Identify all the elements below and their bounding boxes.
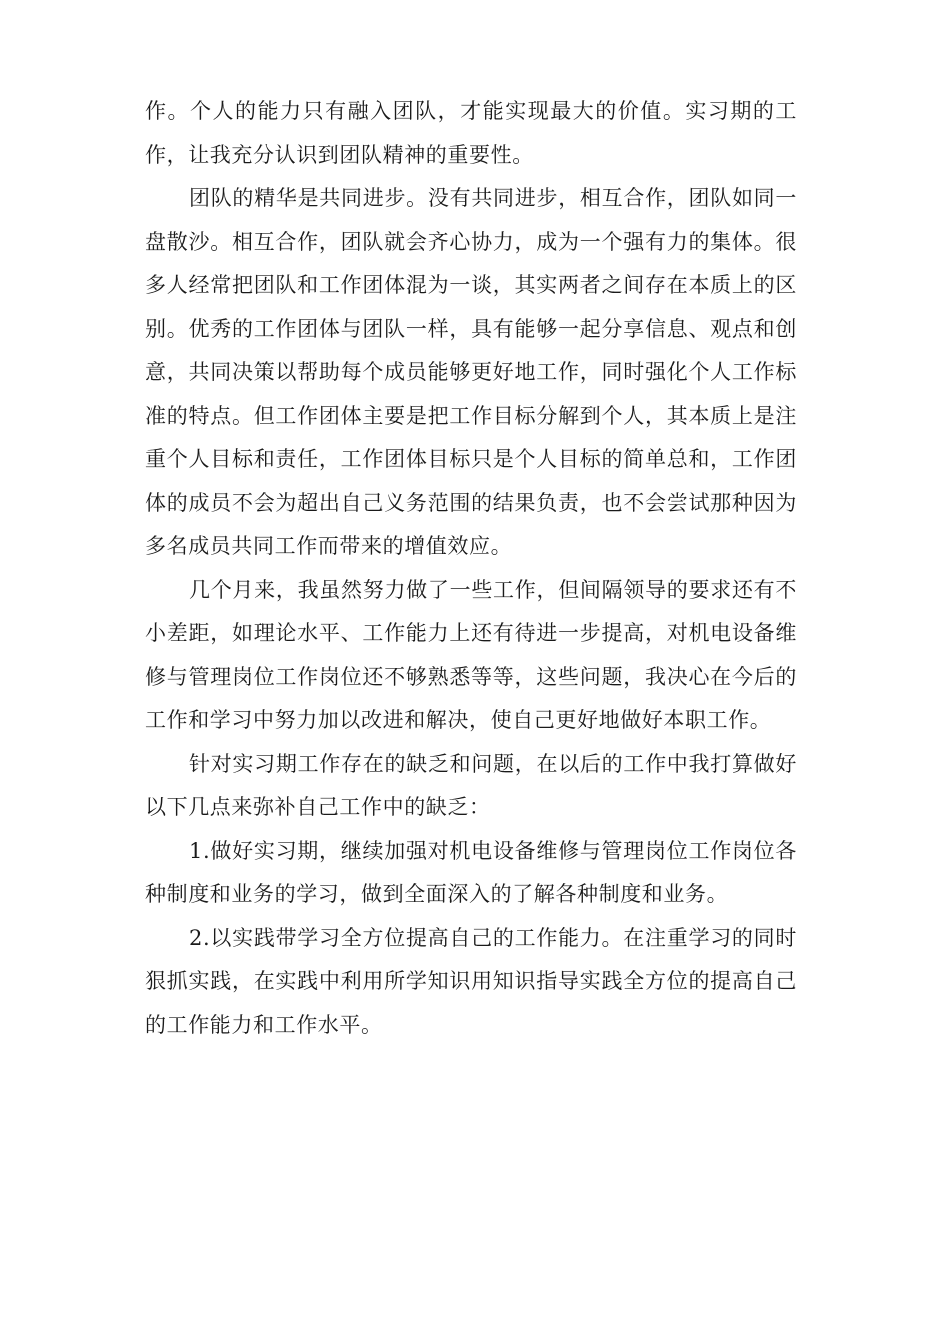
paragraph-team-essence: 团队的精华是共同进步。没有共同进步，相互合作，团队如同一盘散沙。相互合作，团队就会齐心协力，成为一个强有力的集体。很多人经常把团队和工作团体混为一谈，其实两者之间存在本质上的区别。优秀的工作团体与团队一样，具有能够一起分享信息、观点和创意，共同决策以帮助每个成员能够更好地工作，同时强化个人工作标准的特点。但工作团体主要是把工作目标分解到个人，其本质上是注重个人目标和责任，工作团体目标只是个人目标的简单总和，工作团体的成员不会为超出自己义务范围的结果负责，也不会尝试那种因为多名成员共同工作而带来的增值效应。 — [145, 186, 797, 558]
document-page — [145, 90, 797, 1047]
paragraph-plan-item-2: 2.以实践带学习全方位提高自己的工作能力。在注重学习的同时狠抓实践，在实践中利用所学知识用知识指导实践全方位的提高自己的工作能力和工作水平。 — [145, 925, 797, 1037]
paragraph-improvement-intro: 针对实习期工作存在的缺乏和问题，在以后的工作中我打算做好以下几点来弥补自己工作中的缺乏： — [145, 751, 797, 819]
paragraph-plan-item-1: 1.做好实习期，继续加强对机电设备维修与管理岗位工作岗位各种制度和业务的学习，做到全面深入的了解各种制度和业务。 — [145, 838, 797, 906]
paragraph-team-value: 作。个人的能力只有融入团队，才能实现最大的价值。实习期的工作，让我充分认识到团队精神的重要性。 — [145, 99, 797, 167]
paragraph-self-assessment: 几个月来，我虽然努力做了一些工作，但间隔领导的要求还有不小差距，如理论水平、工作能力上还有待进一步提高，对机电设备维修与管理岗位工作岗位还不够熟悉等等，这些问题，我决心在今后的工作和学习中努力加以改进和解决，使自己更好地做好本职工作。 — [145, 577, 797, 732]
